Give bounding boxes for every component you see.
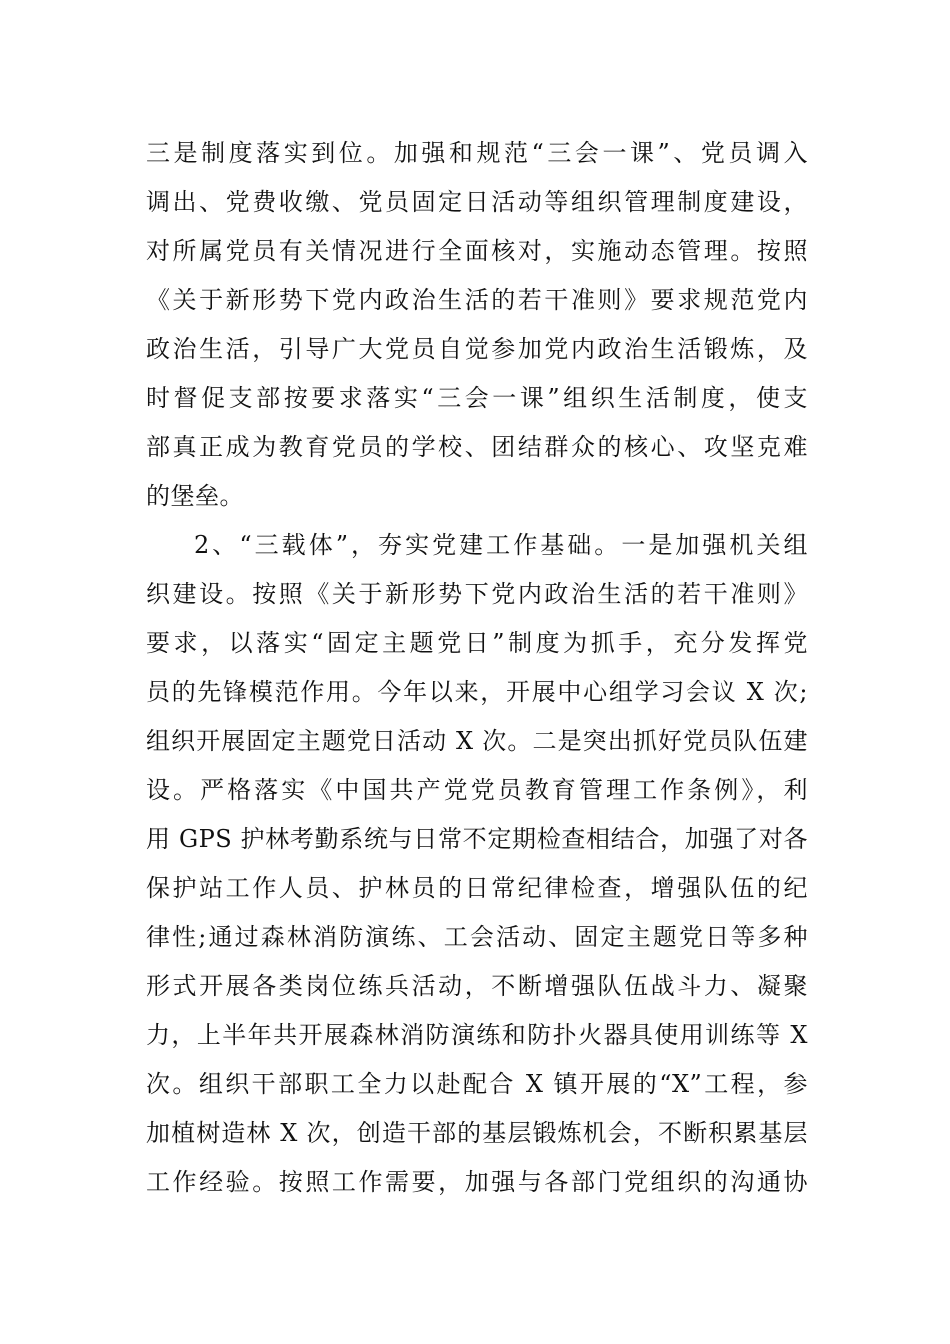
text-line: 员的先锋模范作用。今年以来，开展中心组学习会议 X 次; <box>146 678 808 706</box>
text-line: 形式开展各类岗位练兵活动，不断增强队伍战斗力、凝聚 <box>146 972 808 1000</box>
text-line: 工作经验。按照工作需要，加强与各部门党组织的沟通协 <box>146 1168 808 1196</box>
text-line: 次。组织干部职工全力以赴配合 X 镇开展的“X”工程，参 <box>146 1070 808 1098</box>
text-line: 《关于新形势下党内政治生活的若干准则》要求规范党内 <box>146 286 808 314</box>
text-line: 加植树造林 X 次，创造干部的基层锻炼机会，不断积累基层 <box>146 1119 808 1147</box>
text-line: 对所属党员有关情况进行全面核对，实施动态管理。按照 <box>146 237 808 265</box>
paragraph-start-line: 2、“三载体”，夯实党建工作基础。一是加强机关组 <box>194 531 808 559</box>
text-line: 组织开展固定主题党日活动 X 次。二是突出抓好党员队伍建 <box>146 727 808 755</box>
body-text <box>146 129 808 1207</box>
text-line: 时督促支部按要求落实“三会一课”组织生活制度，使支 <box>146 384 808 412</box>
text-line: 保护站工作人员、护林员的日常纪律检查，增强队伍的纪 <box>146 874 808 902</box>
text-line: 用 GPS 护林考勤系统与日常不定期检查相结合，加强了对各 <box>146 825 808 853</box>
text-line: 调出、党费收缴、党员固定日活动等组织管理制度建设， <box>146 188 808 216</box>
text-line: 的堡垒。 <box>146 482 244 510</box>
text-line: 设。严格落实《中国共产党党员教育管理工作条例》，利 <box>146 776 808 804</box>
text-line: 三是制度落实到位。加强和规范“三会一课”、党员调入 <box>146 139 808 167</box>
text-line: 部真正成为教育党员的学校、团结群众的核心、攻坚克难 <box>146 433 808 461</box>
text-line: 政治生活，引导广大党员自觉参加党内政治生活锻炼，及 <box>146 335 808 363</box>
text-line: 律性;通过森林消防演练、工会活动、固定主题党日等多种 <box>146 923 808 951</box>
text-line: 织建设。按照《关于新形势下党内政治生活的若干准则》 <box>146 580 808 608</box>
text-line: 力，上半年共开展森林消防演练和防扑火器具使用训练等 X <box>146 1021 808 1049</box>
text-line: 要求，以落实“固定主题党日”制度为抓手，充分发挥党 <box>146 629 808 657</box>
